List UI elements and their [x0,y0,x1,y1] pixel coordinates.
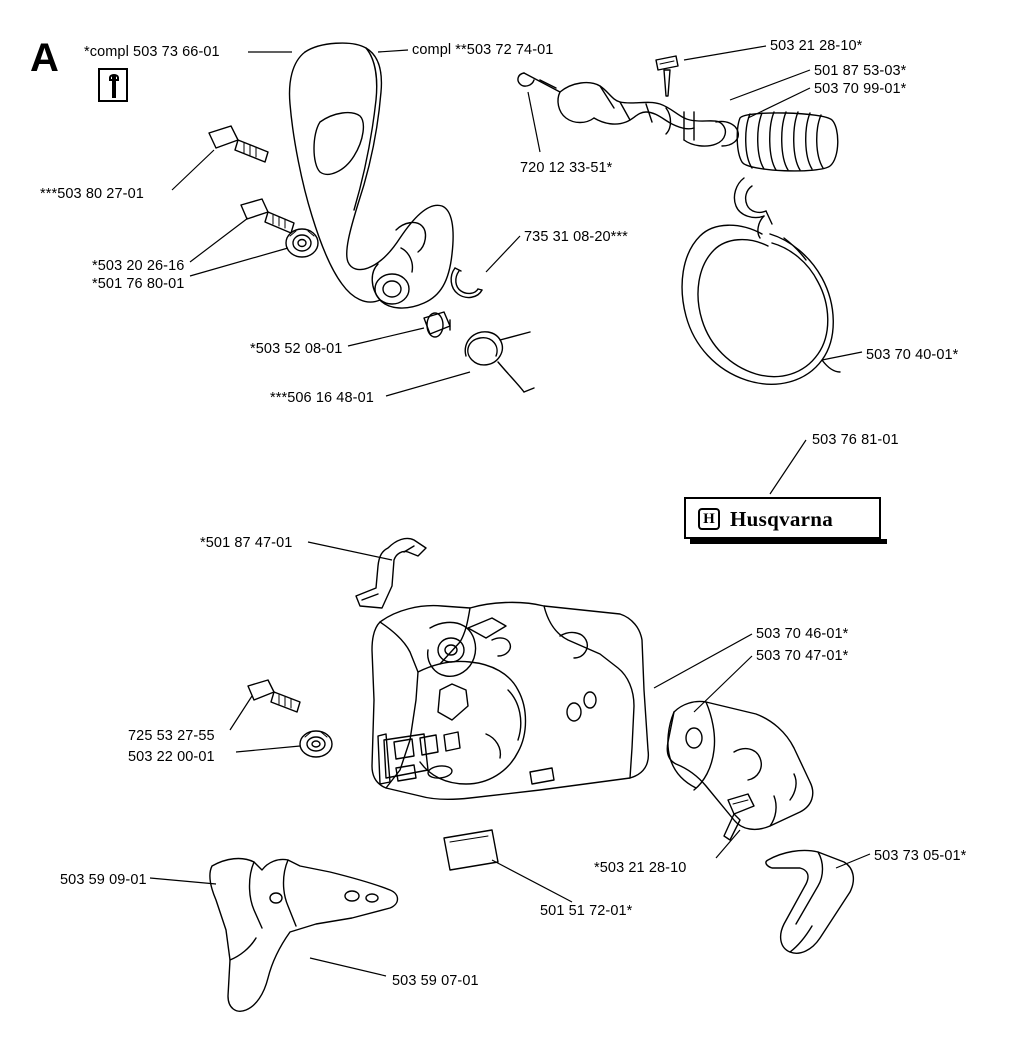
label-part-right-lower: 503 73 05-01* [874,848,967,864]
label-cover-right-lower: 503 70 47-01* [756,648,849,664]
label-bumper-spike-lower: 503 59 07-01 [392,973,479,989]
label-bushing: *503 52 08-01 [250,341,343,357]
label-cover-right-upper: 503 70 46-01* [756,626,849,642]
husqvarna-logo-icon: H [698,508,720,530]
label-washer-upper: *503 20 26-16 [92,258,185,274]
label-screw-mid-left: 725 53 27-55 [128,728,215,744]
label-compl-tool-kit: *compl 503 73 66-01 [84,44,220,60]
label-circlip: 735 31 08-20*** [524,229,628,245]
label-bumper-spike: 503 59 09-01 [60,872,147,888]
label-screw-upper-left: ***503 80 27-01 [40,186,144,202]
brand-name-text: Husqvarna [730,507,834,531]
label-screw-top-right: 503 21 28-10* [770,38,863,54]
label-screw-lower-mid: *503 21 28-10 [594,860,687,876]
label-name-plate: 503 76 81-01 [812,432,899,448]
label-nut-upper: *501 76 80-01 [92,276,185,292]
label-link-rod: 720 12 33-51* [520,160,613,176]
plate-letter: A [30,36,59,80]
label-lever-assembly: 501 87 53-03* [814,63,907,79]
label-clip-left: *501 87 47-01 [200,535,293,551]
label-compl-handle: compl **503 72 74-01 [412,42,554,58]
label-brake-band: 503 70 40-01* [866,347,959,363]
label-nut-mid-left: 503 22 00-01 [128,749,215,765]
label-spring-cover: 503 70 99-01* [814,81,907,97]
label-spring-torsion: ***506 16 48-01 [270,390,374,406]
label-plate-lower-mid: 501 51 72-01* [540,903,633,919]
